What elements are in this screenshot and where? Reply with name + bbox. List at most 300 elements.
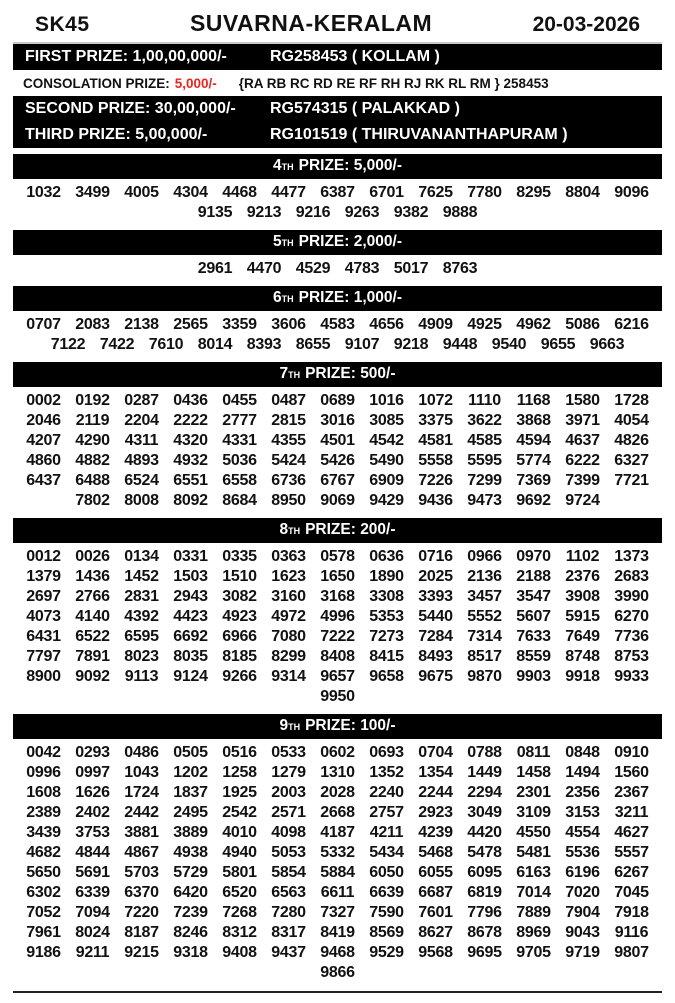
prize-number: 9218 — [393, 336, 429, 353]
prize-number: 0487 — [271, 392, 306, 409]
prize-number: 4098 — [271, 824, 306, 841]
prize-number: 7284 — [418, 628, 453, 645]
prize-number: 4962 — [516, 316, 551, 333]
prize-number: 6339 — [75, 884, 110, 901]
prize-number: 8317 — [271, 924, 306, 941]
prize-number: 5478 — [467, 844, 502, 861]
prize-number: 8393 — [246, 336, 282, 353]
prize-number: 7610 — [148, 336, 184, 353]
prize-number: 9903 — [516, 668, 551, 685]
section-label: PRIZE: 200/- — [305, 521, 396, 538]
prize-number: 1168 — [516, 392, 551, 409]
prize-number: 3049 — [467, 804, 502, 821]
prize-number: 8092 — [173, 492, 208, 509]
prize-number: 2757 — [369, 804, 404, 821]
prize-number: 4627 — [614, 824, 649, 841]
consolation-label: CONSOLATION PRIZE: — [23, 76, 170, 91]
prize-number: 3016 — [320, 412, 355, 429]
prize-number: 1043 — [124, 764, 159, 781]
prize-number: 4542 — [369, 432, 404, 449]
prize-number: 4550 — [516, 824, 551, 841]
prize-number: 9529 — [369, 944, 404, 961]
prize-number: 1510 — [222, 568, 257, 585]
prize-number: 2668 — [320, 804, 355, 821]
prize-section — [13, 362, 662, 513]
section-numbers — [13, 546, 662, 709]
prize-number: 5053 — [271, 844, 306, 861]
prize-number: 0578 — [320, 548, 355, 565]
prize-number: 1310 — [320, 764, 355, 781]
consolation-amount: 5,000/- — [174, 76, 217, 91]
prize-number: 6524 — [124, 472, 159, 489]
prize-number: 6302 — [26, 884, 61, 901]
prize-number: 9866 — [320, 964, 355, 981]
prize-number: 6611 — [320, 884, 355, 901]
prize-number: 6270 — [614, 608, 649, 625]
prize-number: 7226 — [418, 472, 453, 489]
first-prize-label: FIRST PRIZE: 1,00,00,000/- — [25, 48, 227, 65]
section-header-bar: 7 TH PRIZE: 500/- — [13, 362, 662, 387]
prize-number: 2402 — [75, 804, 110, 821]
prize-number: 7052 — [26, 904, 61, 921]
prize-number: 8969 — [516, 924, 551, 941]
prize-number: 3499 — [75, 184, 110, 201]
prize-number: 8295 — [516, 184, 551, 201]
prize-number: 6222 — [565, 452, 600, 469]
prize-number: 2565 — [173, 316, 208, 333]
prize-number: 9724 — [565, 492, 600, 509]
prize-number: 3971 — [565, 412, 600, 429]
prize-number: 4355 — [271, 432, 306, 449]
prize-number: 4468 — [222, 184, 257, 201]
third-prize-label: THIRD PRIZE: 5,00,000/- — [25, 126, 208, 143]
prize-number: 2204 — [124, 412, 159, 429]
prize-number: 3211 — [614, 804, 649, 821]
prize-number: 6563 — [271, 884, 306, 901]
prize-number: 8024 — [75, 924, 110, 941]
prize-number: 9266 — [222, 668, 257, 685]
prize-number: 3168 — [320, 588, 355, 605]
prize-number: 8415 — [369, 648, 404, 665]
prize-number: 6966 — [222, 628, 257, 645]
prize-number: 9314 — [271, 668, 306, 685]
prize-number: 6692 — [173, 628, 208, 645]
third-prize-winner: RG101519 ( THIRUVANANTHAPURAM ) — [270, 126, 568, 143]
prize-number: 9436 — [418, 492, 453, 509]
prize-number: 9211 — [75, 944, 110, 961]
prize-number: 4583 — [320, 316, 355, 333]
header — [13, 4, 662, 44]
prize-number: 2003 — [271, 784, 306, 801]
prize-number: 2301 — [516, 784, 551, 801]
prize-number: 1258 — [222, 764, 257, 781]
prize-number: 9092 — [75, 668, 110, 685]
prize-number: 7122 — [50, 336, 86, 353]
prize-number: 1724 — [124, 784, 159, 801]
prize-number: 7721 — [614, 472, 649, 489]
prize-number: 2244 — [418, 784, 453, 801]
prize-number: 0997 — [75, 764, 110, 781]
section-numbers — [13, 314, 662, 357]
prize-number: 0910 — [614, 744, 649, 761]
prize-number: 3375 — [418, 412, 453, 429]
prize-number: 6163 — [516, 864, 551, 881]
prize-number: 0486 — [124, 744, 159, 761]
prize-number: 4940 — [222, 844, 257, 861]
prize-number: 8493 — [418, 648, 453, 665]
section-header-bar: 6 TH PRIZE: 1,000/- — [13, 286, 662, 311]
prize-number: 7020 — [565, 884, 600, 901]
prize-number: 2961 — [197, 260, 233, 277]
prize-number: 1449 — [467, 764, 502, 781]
prize-number: 2815 — [271, 412, 306, 429]
prize-number: 9870 — [467, 668, 502, 685]
prize-number: 0363 — [271, 548, 306, 565]
prize-number: 8023 — [124, 648, 159, 665]
section-label: PRIZE: 5,000/- — [298, 157, 402, 174]
prize-number: 2777 — [222, 412, 257, 429]
prize-number: 4682 — [26, 844, 61, 861]
second-prize-label: SECOND PRIZE: 30,00,000/- — [25, 100, 236, 117]
prize-number: 0042 — [26, 744, 61, 761]
prize-number: 9116 — [614, 924, 649, 941]
prize-number: 4844 — [75, 844, 110, 861]
prize-number: 4392 — [124, 608, 159, 625]
prize-number: 4423 — [173, 608, 208, 625]
prize-number: 2240 — [369, 784, 404, 801]
section-header-bar: 4 TH PRIZE: 5,000/- — [13, 154, 662, 179]
prize-number: 7280 — [271, 904, 306, 921]
prize-number: 1072 — [418, 392, 453, 409]
prize-number: 1560 — [614, 764, 649, 781]
section-header-bar: 5 TH PRIZE: 2,000/- — [13, 230, 662, 255]
prize-number: 9263 — [344, 204, 380, 221]
prize-number: 3990 — [614, 588, 649, 605]
prize-number: 5552 — [467, 608, 502, 625]
prize-number: 7014 — [516, 884, 551, 901]
prize-number: 4923 — [222, 608, 257, 625]
prize-number: 7918 — [614, 904, 649, 921]
prize-number: 9918 — [565, 668, 600, 685]
prize-number: 1373 — [614, 548, 649, 565]
prize-number: 2697 — [26, 588, 61, 605]
prize-number: 6431 — [26, 628, 61, 645]
prize-number: 4304 — [173, 184, 208, 201]
second-prize-bar — [13, 96, 662, 122]
prize-number: 7299 — [467, 472, 502, 489]
prize-number: 9933 — [614, 668, 649, 685]
prize-number: 0455 — [222, 392, 257, 409]
prize-sections — [13, 154, 662, 985]
prize-number: 2188 — [516, 568, 551, 585]
prize-number: 7220 — [124, 904, 159, 921]
prize-number: 4594 — [516, 432, 551, 449]
prize-number: 7891 — [75, 648, 110, 665]
prize-number: 2356 — [565, 784, 600, 801]
prize-number: 9675 — [418, 668, 453, 685]
prize-number: 9888 — [442, 204, 478, 221]
prize-number: 7889 — [516, 904, 551, 921]
section-ordinal: 4 — [273, 157, 282, 174]
prize-number: 5801 — [222, 864, 257, 881]
prize-number: 1452 — [124, 568, 159, 585]
prize-number: 4054 — [614, 412, 649, 429]
prize-number: 1503 — [173, 568, 208, 585]
prize-number: 7314 — [467, 628, 502, 645]
prize-number: 4925 — [467, 316, 502, 333]
prize-number: 0335 — [222, 548, 257, 565]
prize-number: 3889 — [173, 824, 208, 841]
prize-number: 2136 — [467, 568, 502, 585]
prize-number: 6095 — [467, 864, 502, 881]
section-numbers — [13, 390, 662, 513]
prize-number: 1279 — [271, 764, 306, 781]
prize-number: 5426 — [320, 452, 355, 469]
prize-number: 0811 — [516, 744, 551, 761]
section-ordinal: 8 — [279, 521, 289, 538]
prize-number: 1494 — [565, 764, 600, 781]
prize-number: 6687 — [418, 884, 453, 901]
prize-number: 6595 — [124, 628, 159, 645]
section-ordinal: 5 — [273, 233, 282, 250]
section-label: PRIZE: 500/- — [305, 365, 396, 382]
prize-number: 7094 — [75, 904, 110, 921]
prize-number: 4972 — [271, 608, 306, 625]
prize-number: 4826 — [614, 432, 649, 449]
prize-number: 6551 — [173, 472, 208, 489]
section-label: PRIZE: 2,000/- — [298, 233, 402, 250]
prize-number: 4331 — [222, 432, 257, 449]
prize-number: 9719 — [565, 944, 600, 961]
prize-number: 2542 — [222, 804, 257, 821]
prize-number: 0716 — [418, 548, 453, 565]
prize-number: 1379 — [26, 568, 61, 585]
prize-number: 0533 — [271, 744, 306, 761]
prize-number: 5884 — [320, 864, 355, 881]
prize-number: 1608 — [26, 784, 61, 801]
prize-number: 7239 — [173, 904, 208, 921]
prize-number: 8804 — [565, 184, 600, 201]
prize-number: 9382 — [393, 204, 429, 221]
prize-number: 4470 — [246, 260, 282, 277]
section-header-bar: 9 TH PRIZE: 100/- — [13, 714, 662, 739]
prize-number: 3393 — [418, 588, 453, 605]
prize-number: 5703 — [124, 864, 159, 881]
prize-number: 4187 — [320, 824, 355, 841]
prize-number: 1925 — [222, 784, 257, 801]
prize-number: 7399 — [565, 472, 600, 489]
prize-number: 2683 — [614, 568, 649, 585]
prize-number: 8655 — [295, 336, 331, 353]
prize-number: 1837 — [173, 784, 208, 801]
prize-number: 5490 — [369, 452, 404, 469]
prize-number: 0636 — [369, 548, 404, 565]
prize-number: 0026 — [75, 548, 110, 565]
prize-number: 5440 — [418, 608, 453, 625]
prize-number: 7797 — [26, 648, 61, 665]
prize-number: 8517 — [467, 648, 502, 665]
prize-number: 0689 — [320, 392, 355, 409]
prize-number: 8408 — [320, 648, 355, 665]
prize-number: 6196 — [565, 864, 600, 881]
prize-number: 0192 — [75, 392, 110, 409]
prize-number: 7080 — [271, 628, 306, 645]
first-prize-bar — [13, 44, 662, 70]
prize-number: 9429 — [369, 492, 404, 509]
prize-number: 9113 — [124, 668, 159, 685]
prize-number: 3457 — [467, 588, 502, 605]
prize-number: 9135 — [197, 204, 233, 221]
prize-number: 4320 — [173, 432, 208, 449]
prize-number: 1626 — [75, 784, 110, 801]
prize-number: 5086 — [565, 316, 600, 333]
prize-number: 0293 — [75, 744, 110, 761]
prize-number: 9807 — [614, 944, 649, 961]
prize-number: 7802 — [75, 492, 110, 509]
prize-number: 4860 — [26, 452, 61, 469]
prize-number: 2376 — [565, 568, 600, 585]
section-numbers — [13, 182, 662, 225]
prize-number: 9568 — [418, 944, 453, 961]
prize-number: 4581 — [418, 432, 453, 449]
consolation-series: {RA RB RC RD RE RF RH RJ RK RL RM } 258453 — [238, 76, 549, 91]
prize-number: 5595 — [467, 452, 502, 469]
prize-number: 3881 — [124, 824, 159, 841]
prize-number: 8246 — [173, 924, 208, 941]
prize-number: 2943 — [173, 588, 208, 605]
prize-number: 6558 — [222, 472, 257, 489]
section-header-bar: 8 TH PRIZE: 200/- — [13, 518, 662, 543]
prize-number: 3908 — [565, 588, 600, 605]
prize-number: 4207 — [26, 432, 61, 449]
prize-number: 9096 — [614, 184, 649, 201]
section-label: PRIZE: 100/- — [305, 717, 396, 734]
prize-section — [13, 518, 662, 709]
prize-number: 4656 — [369, 316, 404, 333]
prize-number: 7649 — [565, 628, 600, 645]
prize-number: 4882 — [75, 452, 110, 469]
prize-number: 2028 — [320, 784, 355, 801]
prize-number: 5915 — [565, 608, 600, 625]
prize-number: 1354 — [418, 764, 453, 781]
prize-number: 9692 — [516, 492, 551, 509]
prize-section — [13, 230, 662, 281]
prize-number: 4477 — [271, 184, 306, 201]
prize-number: 9468 — [320, 944, 355, 961]
prize-number: 4290 — [75, 432, 110, 449]
prize-number: 0848 — [565, 744, 600, 761]
prize-number: 0134 — [124, 548, 159, 565]
prize-number: 1623 — [271, 568, 306, 585]
prize-number: 9069 — [320, 492, 355, 509]
prize-number: 6520 — [222, 884, 257, 901]
prize-number: 8312 — [222, 924, 257, 941]
section-ordinal: 9 — [279, 717, 289, 734]
prize-number: 4783 — [344, 260, 380, 277]
prize-number: 7904 — [565, 904, 600, 921]
prize-number: 4585 — [467, 432, 502, 449]
prize-number: 7961 — [26, 924, 61, 941]
prize-number: 8950 — [271, 492, 306, 509]
prize-number: 5557 — [614, 844, 649, 861]
prize-number: 0996 — [26, 764, 61, 781]
prize-number: 7633 — [516, 628, 551, 645]
prize-number: 5424 — [271, 452, 306, 469]
bottom-divider — [13, 991, 662, 993]
section-numbers — [13, 258, 662, 281]
prize-number: 6736 — [271, 472, 306, 489]
prize-number: 6522 — [75, 628, 110, 645]
prize-number: 1352 — [369, 764, 404, 781]
prize-number: 2831 — [124, 588, 159, 605]
prize-number: 4010 — [222, 824, 257, 841]
prize-number: 4938 — [173, 844, 208, 861]
prize-number: 1728 — [614, 392, 649, 409]
prize-number: 5650 — [26, 864, 61, 881]
prize-number: 6327 — [614, 452, 649, 469]
prize-number: 6420 — [173, 884, 208, 901]
prize-number: 6488 — [75, 472, 110, 489]
prize-number: 5691 — [75, 864, 110, 881]
prize-number: 7268 — [222, 904, 257, 921]
prize-number: 1110 — [468, 392, 501, 409]
prize-number: 0436 — [173, 392, 208, 409]
prize-number: 1016 — [369, 392, 404, 409]
prize-number: 1102 — [565, 548, 600, 565]
prize-number: 5774 — [516, 452, 551, 469]
prize-number: 2294 — [467, 784, 502, 801]
prize-number: 6437 — [26, 472, 61, 489]
prize-number: 2389 — [26, 804, 61, 821]
prize-number: 6055 — [418, 864, 453, 881]
prize-section — [13, 714, 662, 985]
prize-number: 5036 — [222, 452, 257, 469]
prize-number: 7625 — [418, 184, 453, 201]
prize-number: 0707 — [26, 316, 61, 333]
prize-number: 1202 — [173, 764, 208, 781]
prize-number: 3359 — [222, 316, 257, 333]
prize-number: 9186 — [26, 944, 61, 961]
prize-number: 4501 — [320, 432, 355, 449]
prize-number: 1650 — [320, 568, 355, 585]
prize-number: 0788 — [467, 744, 502, 761]
prize-number: 1032 — [26, 184, 61, 201]
prize-number: 0970 — [516, 548, 551, 565]
prize-number: 8185 — [222, 648, 257, 665]
prize-number: 1580 — [565, 392, 600, 409]
prize-number: 2083 — [75, 316, 110, 333]
prize-number: 5017 — [393, 260, 429, 277]
consolation-row — [13, 72, 662, 94]
prize-number: 8763 — [442, 260, 478, 277]
prize-number: 7369 — [516, 472, 551, 489]
prize-number: 9318 — [173, 944, 208, 961]
prize-number: 0505 — [173, 744, 208, 761]
prize-number: 9473 — [467, 492, 502, 509]
prize-number: 6819 — [467, 884, 502, 901]
prize-number: 4893 — [124, 452, 159, 469]
prize-number: 0602 — [320, 744, 355, 761]
third-prize-bar — [13, 122, 662, 148]
prize-number: 0287 — [124, 392, 159, 409]
prize-number: 9695 — [467, 944, 502, 961]
prize-number: 3606 — [271, 316, 306, 333]
prize-number: 4239 — [418, 824, 453, 841]
prize-number: 1436 — [75, 568, 110, 585]
prize-number: 9655 — [540, 336, 576, 353]
prize-number: 2442 — [124, 804, 159, 821]
first-prize-winner: RG258453 ( KOLLAM ) — [270, 48, 440, 65]
